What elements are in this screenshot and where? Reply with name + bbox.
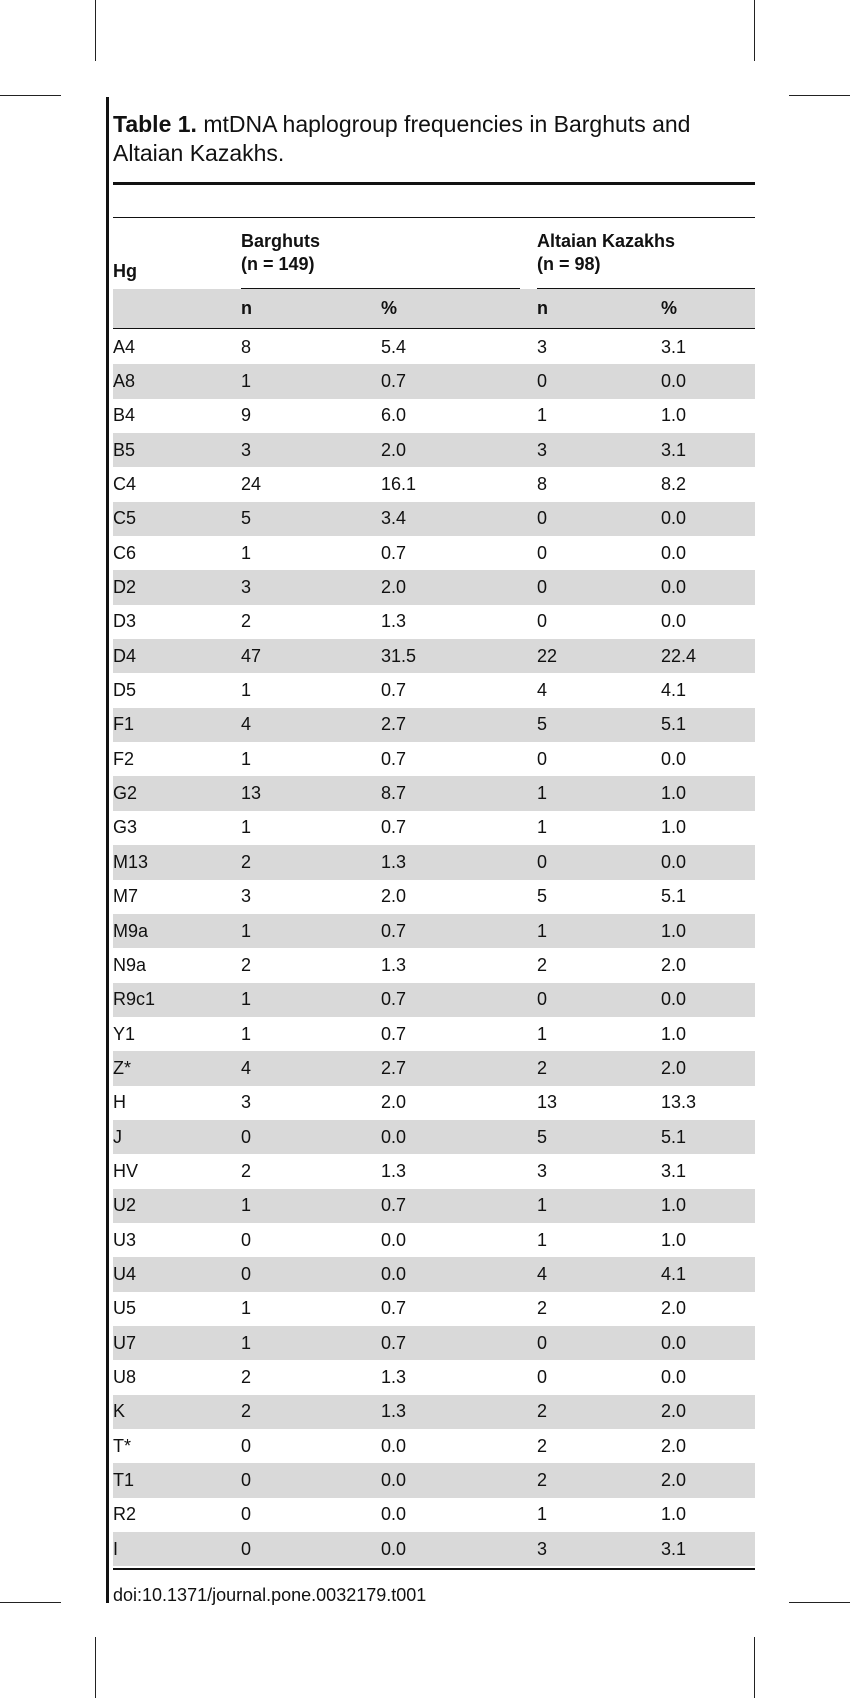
barghuts-n-cell: 2 — [241, 845, 381, 879]
kazakhs-pct-cell: 3.1 — [661, 336, 687, 357]
barghuts-pct-cell: 1.3 — [381, 1160, 407, 1181]
barghuts-n-cell: 47 — [241, 639, 381, 673]
barghuts-pct-cell: 0.0 — [381, 1120, 537, 1154]
kazakhs-n-cell: 4 — [537, 1257, 661, 1291]
kazakhs-pct-cell: 1.0 — [661, 1023, 687, 1044]
kazakhs-pct-cell: 1.0 — [661, 776, 755, 810]
barghuts-pct-cell: 0.0 — [381, 1257, 537, 1291]
haplogroup-cell: B5 — [113, 433, 241, 467]
kazakhs-pct-cell: 0.0 — [661, 983, 755, 1017]
table-bottom-rule — [113, 1568, 755, 1570]
kazakhs-pct-cell: 0.0 — [661, 748, 687, 769]
barghuts-pct-cell: 0.7 — [381, 680, 407, 701]
barghuts-pct-cell: 0.7 — [381, 364, 537, 398]
table-title: mtDNA haplogroup frequencies in Barghuts and Altaian Kazakhs. — [113, 111, 691, 166]
haplogroup-cell: HV — [113, 1160, 139, 1181]
barghuts-pct-cell: 2.7 — [381, 1051, 537, 1085]
haplogroup-cell: T* — [113, 1435, 131, 1456]
kazakhs-pct-cell: 1.0 — [661, 817, 687, 838]
barghuts-n-cell: 0 — [241, 1463, 381, 1497]
kazakhs-pct-cell: 2.0 — [661, 1435, 687, 1456]
group-header-barghuts — [241, 230, 320, 276]
kazakhs-pct-cell: 3.1 — [661, 1160, 687, 1181]
haplogroup-cell: C4 — [113, 474, 137, 495]
kazakhs-n-cell: 1 — [537, 776, 661, 810]
barghuts-pct-cell: 0.7 — [381, 817, 407, 838]
subheader-row — [113, 289, 755, 328]
haplogroup-cell: F1 — [113, 708, 241, 742]
barghuts-pct-cell: 1.3 — [381, 1366, 407, 1387]
doi-text: doi:10.1371/journal.pone.0032179.t001 — [113, 1585, 427, 1605]
kazakhs-pct-cell: 0.0 — [661, 502, 755, 536]
kazakhs-n-cell: 0 — [537, 845, 661, 879]
barghuts-n-cell: 1 — [241, 817, 252, 838]
kazakhs-pct-cell: 1.0 — [661, 1189, 755, 1223]
haplogroup-cell: D2 — [113, 570, 241, 604]
barghuts-n-cell: 1 — [241, 1326, 381, 1360]
barghuts-pct-cell: 2.0 — [381, 1092, 407, 1113]
barghuts-pct-cell: 31.5 — [381, 639, 537, 673]
barghuts-pct-cell: 0.7 — [381, 748, 407, 769]
barghuts-n-cell: 0 — [241, 1532, 381, 1566]
barghuts-pct-cell: 3.4 — [381, 502, 537, 536]
kazakhs-pct-cell: 1.0 — [661, 1229, 687, 1250]
table-row — [113, 433, 755, 467]
kazakhs-pct-cell: 5.1 — [661, 708, 755, 742]
table-row — [113, 1051, 755, 1085]
kazakhs-pct-cell: 2.0 — [661, 1395, 755, 1429]
haplogroup-cell: U3 — [113, 1229, 137, 1250]
barghuts-pct-cell: 0.7 — [381, 1189, 537, 1223]
kazakhs-n-cell: 8 — [537, 474, 548, 495]
table-row — [113, 1360, 755, 1394]
group-name: Altaian Kazakhs — [537, 231, 676, 251]
group-name: Barghuts — [241, 231, 321, 251]
barghuts-pct-cell: 0.7 — [381, 1298, 407, 1319]
kazakhs-pct-cell: 3.1 — [661, 433, 755, 467]
table-row — [113, 1223, 755, 1257]
table-row — [113, 1292, 755, 1326]
table-row — [113, 776, 755, 810]
kazakhs-pct-cell: 5.1 — [661, 1120, 755, 1154]
table-row — [113, 1498, 755, 1532]
barghuts-pct-cell: 1.3 — [381, 845, 537, 879]
kazakhs-pct-cell: 0.0 — [661, 1326, 755, 1360]
column-header-hg: Hg — [113, 261, 137, 281]
table-row — [113, 467, 755, 501]
barghuts-n-cell: 1 — [241, 680, 252, 701]
table-row — [113, 1326, 755, 1360]
kazakhs-n-cell: 1 — [537, 405, 548, 426]
barghuts-n-cell: 1 — [241, 983, 381, 1017]
barghuts-n-cell: 2 — [241, 1366, 252, 1387]
kazakhs-n-cell: 1 — [537, 1023, 548, 1044]
crop-mark — [0, 95, 61, 96]
kazakhs-n-cell: 0 — [537, 502, 661, 536]
table-row — [113, 502, 755, 536]
table-row — [113, 639, 755, 673]
haplogroup-cell: U2 — [113, 1189, 241, 1223]
kazakhs-n-cell: 3 — [537, 1160, 548, 1181]
table-caption — [113, 110, 753, 168]
kazakhs-pct-cell: 4.1 — [661, 680, 687, 701]
crop-mark — [95, 1637, 96, 1698]
haplogroup-cell: T1 — [113, 1463, 241, 1497]
group-header-altaian-kazakhs — [537, 230, 675, 276]
haplogroup-cell: U4 — [113, 1257, 241, 1291]
kazakhs-n-cell: 1 — [537, 817, 548, 838]
haplogroup-cell: D3 — [113, 611, 137, 632]
table-row — [113, 570, 755, 604]
kazakhs-n-cell: 2 — [537, 1435, 548, 1456]
kazakhs-n-cell: 1 — [537, 1229, 548, 1250]
table-row — [113, 1189, 755, 1223]
crop-mark — [95, 0, 96, 61]
kazakhs-n-cell: 2 — [537, 954, 548, 975]
table-row — [113, 1257, 755, 1291]
header-bottom-rule — [113, 328, 755, 329]
barghuts-pct-cell: 5.4 — [381, 336, 407, 357]
barghuts-n-cell: 3 — [241, 433, 381, 467]
kazakhs-n-cell: 4 — [537, 680, 548, 701]
barghuts-n-cell: 2 — [241, 954, 252, 975]
haplogroup-cell: D4 — [113, 639, 241, 673]
table-row — [113, 399, 755, 433]
table-body — [113, 330, 755, 1566]
kazakhs-n-cell: 1 — [537, 1504, 548, 1525]
table-row — [113, 880, 755, 914]
table-row — [113, 1429, 755, 1463]
table-row — [113, 948, 755, 982]
kazakhs-n-cell: 2 — [537, 1051, 661, 1085]
table-row — [113, 364, 755, 398]
table-row — [113, 1120, 755, 1154]
barghuts-n-cell: 9 — [241, 405, 252, 426]
haplogroup-cell: R9c1 — [113, 983, 241, 1017]
barghuts-pct-cell: 2.0 — [381, 433, 537, 467]
barghuts-n-cell: 24 — [241, 474, 262, 495]
caption-rule — [113, 182, 755, 185]
barghuts-pct-cell: 0.7 — [381, 1023, 407, 1044]
haplogroup-cell: Z* — [113, 1051, 241, 1085]
kazakhs-pct-cell: 2.0 — [661, 1298, 687, 1319]
haplogroup-cell: F2 — [113, 748, 135, 769]
table-row — [113, 536, 755, 570]
kazakhs-n-cell: 0 — [537, 983, 661, 1017]
table-row — [113, 1463, 755, 1497]
barghuts-pct-cell: 0.0 — [381, 1463, 537, 1497]
barghuts-n-cell: 2 — [241, 611, 252, 632]
column-header-pct: % — [381, 298, 398, 318]
haplogroup-cell: M13 — [113, 845, 241, 879]
barghuts-pct-cell: 0.7 — [381, 542, 407, 563]
barghuts-n-cell: 1 — [241, 364, 381, 398]
kazakhs-pct-cell: 22.4 — [661, 639, 755, 673]
haplogroup-cell: U7 — [113, 1326, 241, 1360]
table-row — [113, 1017, 755, 1051]
haplogroup-cell: M9a — [113, 914, 241, 948]
kazakhs-pct-cell: 2.0 — [661, 954, 687, 975]
barghuts-n-cell: 1 — [241, 1298, 252, 1319]
column-header-n: n — [241, 298, 252, 318]
barghuts-n-cell: 5 — [241, 502, 381, 536]
haplogroup-cell: A4 — [113, 336, 136, 357]
kazakhs-pct-cell: 5.1 — [661, 886, 687, 907]
barghuts-n-cell: 0 — [241, 1257, 381, 1291]
haplogroup-cell: I — [113, 1532, 241, 1566]
barghuts-n-cell: 1 — [241, 914, 381, 948]
kazakhs-n-cell: 3 — [537, 433, 661, 467]
kazakhs-n-cell: 13 — [537, 1092, 558, 1113]
barghuts-n-cell: 4 — [241, 708, 381, 742]
barghuts-n-cell: 1 — [241, 1023, 252, 1044]
crop-mark — [0, 1602, 61, 1603]
barghuts-pct-cell: 0.7 — [381, 1326, 537, 1360]
barghuts-n-cell: 0 — [241, 1435, 252, 1456]
kazakhs-pct-cell: 0.0 — [661, 611, 687, 632]
table-row — [113, 914, 755, 948]
barghuts-n-cell: 2 — [241, 1395, 381, 1429]
haplogroup-cell: J — [113, 1120, 241, 1154]
haplogroup-cell: A8 — [113, 364, 241, 398]
crop-mark — [789, 1602, 850, 1603]
kazakhs-pct-cell: 0.0 — [661, 542, 687, 563]
haplogroup-cell: G3 — [113, 817, 138, 838]
haplogroup-cell: M7 — [113, 886, 139, 907]
table-label: Table 1. — [113, 111, 197, 137]
barghuts-pct-cell: 8.7 — [381, 776, 537, 810]
barghuts-n-cell: 3 — [241, 886, 252, 907]
barghuts-pct-cell: 16.1 — [381, 474, 417, 495]
haplogroup-cell: H — [113, 1092, 126, 1113]
barghuts-pct-cell: 0.0 — [381, 1229, 407, 1250]
kazakhs-n-cell: 22 — [537, 639, 661, 673]
haplogroup-cell: Y1 — [113, 1023, 136, 1044]
kazakhs-n-cell: 5 — [537, 886, 548, 907]
table-row — [113, 1395, 755, 1429]
kazakhs-n-cell: 2 — [537, 1395, 661, 1429]
haplogroup-cell: C5 — [113, 502, 241, 536]
kazakhs-n-cell: 0 — [537, 748, 548, 769]
barghuts-pct-cell: 0.0 — [381, 1532, 537, 1566]
table-row — [113, 1532, 755, 1566]
kazakhs-n-cell: 0 — [537, 542, 548, 563]
table-row — [113, 845, 755, 879]
kazakhs-n-cell: 0 — [537, 570, 661, 604]
kazakhs-n-cell: 0 — [537, 1366, 548, 1387]
barghuts-n-cell: 3 — [241, 1092, 252, 1113]
group-sample-size: (n = 149) — [241, 254, 315, 274]
haplogroup-cell: N9a — [113, 954, 147, 975]
kazakhs-n-cell: 1 — [537, 1189, 661, 1223]
table-row — [113, 1154, 755, 1188]
barghuts-n-cell: 1 — [241, 1189, 381, 1223]
column-header-pct: % — [661, 298, 678, 318]
barghuts-n-cell: 1 — [241, 542, 252, 563]
barghuts-n-cell: 4 — [241, 1051, 381, 1085]
kazakhs-n-cell: 1 — [537, 914, 661, 948]
kazakhs-n-cell: 0 — [537, 611, 548, 632]
haplogroup-cell: C6 — [113, 542, 137, 563]
crop-mark — [754, 1637, 755, 1698]
kazakhs-n-cell: 2 — [537, 1463, 661, 1497]
margin-bar — [106, 97, 109, 1603]
haplogroup-cell: D5 — [113, 680, 137, 701]
barghuts-pct-cell: 1.3 — [381, 1395, 537, 1429]
kazakhs-n-cell: 3 — [537, 1532, 661, 1566]
barghuts-pct-cell: 2.0 — [381, 570, 537, 604]
table-row — [113, 1086, 755, 1120]
kazakhs-n-cell: 5 — [537, 1120, 661, 1154]
column-header-n: n — [537, 298, 548, 318]
group-sample-size: (n = 98) — [537, 254, 601, 274]
haplogroup-table — [113, 330, 755, 1566]
table-row — [113, 673, 755, 707]
barghuts-pct-cell: 2.7 — [381, 708, 537, 742]
haplogroup-cell: K — [113, 1395, 241, 1429]
barghuts-n-cell: 1 — [241, 748, 252, 769]
kazakhs-n-cell: 0 — [537, 364, 661, 398]
kazakhs-pct-cell: 8.2 — [661, 474, 687, 495]
kazakhs-n-cell: 0 — [537, 1326, 661, 1360]
kazakhs-pct-cell: 1.0 — [661, 914, 755, 948]
haplogroup-cell: G2 — [113, 776, 241, 810]
kazakhs-pct-cell: 0.0 — [661, 570, 755, 604]
kazakhs-pct-cell: 2.0 — [661, 1463, 755, 1497]
barghuts-n-cell: 0 — [241, 1120, 381, 1154]
table-row — [113, 605, 755, 639]
kazakhs-pct-cell: 0.0 — [661, 1366, 687, 1387]
barghuts-pct-cell: 1.3 — [381, 611, 407, 632]
crop-mark — [754, 0, 755, 61]
haplogroup-cell: R2 — [113, 1504, 137, 1525]
table-row — [113, 983, 755, 1017]
crop-mark — [789, 95, 850, 96]
barghuts-n-cell: 2 — [241, 1160, 252, 1181]
barghuts-pct-cell: 2.0 — [381, 886, 407, 907]
kazakhs-pct-cell: 4.1 — [661, 1257, 755, 1291]
barghuts-n-cell: 13 — [241, 776, 381, 810]
barghuts-n-cell: 3 — [241, 570, 381, 604]
haplogroup-cell: B4 — [113, 405, 136, 426]
kazakhs-n-cell: 2 — [537, 1298, 548, 1319]
barghuts-pct-cell: 0.0 — [381, 1435, 407, 1456]
table-top-rule — [113, 217, 755, 218]
kazakhs-pct-cell: 0.0 — [661, 364, 755, 398]
kazakhs-pct-cell: 1.0 — [661, 405, 687, 426]
kazakhs-pct-cell: 13.3 — [661, 1092, 697, 1113]
kazakhs-pct-cell: 3.1 — [661, 1532, 755, 1566]
barghuts-pct-cell: 0.7 — [381, 983, 537, 1017]
kazakhs-n-cell: 3 — [537, 336, 548, 357]
kazakhs-n-cell: 5 — [537, 708, 661, 742]
kazakhs-pct-cell: 0.0 — [661, 845, 755, 879]
kazakhs-pct-cell: 2.0 — [661, 1051, 755, 1085]
table-row — [113, 811, 755, 845]
barghuts-pct-cell: 1.3 — [381, 954, 407, 975]
barghuts-pct-cell: 0.7 — [381, 914, 537, 948]
barghuts-pct-cell: 0.0 — [381, 1504, 407, 1525]
barghuts-n-cell: 0 — [241, 1504, 252, 1525]
kazakhs-pct-cell: 1.0 — [661, 1504, 687, 1525]
haplogroup-cell: U8 — [113, 1366, 137, 1387]
table-row — [113, 742, 755, 776]
barghuts-n-cell: 8 — [241, 336, 252, 357]
barghuts-n-cell: 0 — [241, 1229, 252, 1250]
barghuts-pct-cell: 6.0 — [381, 405, 407, 426]
table-row — [113, 330, 755, 364]
haplogroup-cell: U5 — [113, 1298, 137, 1319]
table-row — [113, 708, 755, 742]
